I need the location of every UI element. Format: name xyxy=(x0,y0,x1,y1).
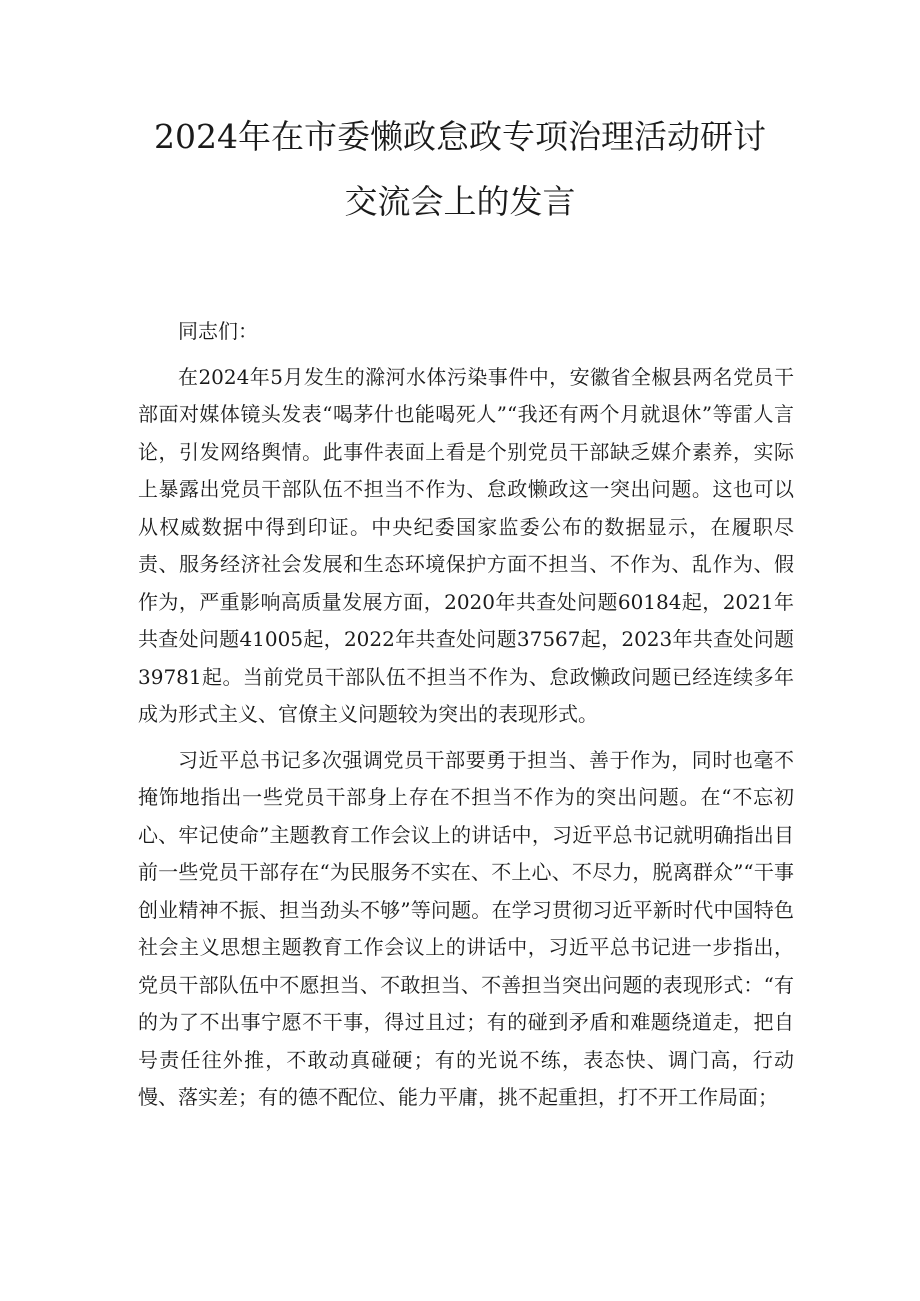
document-body xyxy=(138,313,794,1117)
body-paragraph: 习近平总书记多次强调党员干部要勇于担当、善于作为，同时也毫不掩饰地指出一些党员干部身上存在不担当不作为的突出问题。在“不忘初心、牢记使命”主题教育工作会议上的讲话中，习近平总书记就明确指出目前一些党员干部存在“为民服务不实在、不上心、不尽力，脱离群众”“干事创业精神不振、担当劲头不够”等问题。在学习贯彻习近平新时代中国特色社会主义思想主题教育工作会议上的讲话中，习近平总书记进一步指出，党员干部队伍中不愿担当、不敢担当、不善担当突出问题的表现形式：“有的为了不出事宁愿不干事，得过且过；有的碰到矛盾和难题绕道走，把自号责任往外推，不敢动真碰硬；有的光说不练，表态快、调门高，行动慢、落实差；有的德不配位、能力平庸，挑不起重担，打不开工作局面； xyxy=(138,747,794,1109)
greeting: 同志们： xyxy=(178,319,258,343)
body-paragraph: 在2024年5月发生的滁河水体污染事件中，安徽省全椒县两名党员干部面对媒体镜头发表“喝茅什也能喝死人”“我还有两个月就退休”等雷人言论，引发网络舆情。此事件表面上看是个别党员干部缺乏媒介素养，实际上暴露出党员干部队伍不担当不作为、怠政懒政这一突出问题。这也可以从权威数据中得到印证。中央纪委国家监委公布的数据显示，在履职尽责、服务经济社会发展和生态环境保护方面不担当、不作为、乱作为、假作为，严重影响高质量发展方面，2020年共查处问题60184起，2021年共查处问题41005起，2022年共查处问题37567起，2023年共查处问题39781起。当前党员干部队伍不担当不作为、怠政懒政问题已经连续多年成为形式主义、官僚主义问题较为突出的表现形式。 xyxy=(138,364,794,726)
document-title-line-2: 交流会上的发言 xyxy=(344,182,576,221)
document-title-line-1: 2024年在市委懒政怠政专项治理活动研讨 xyxy=(154,117,766,156)
